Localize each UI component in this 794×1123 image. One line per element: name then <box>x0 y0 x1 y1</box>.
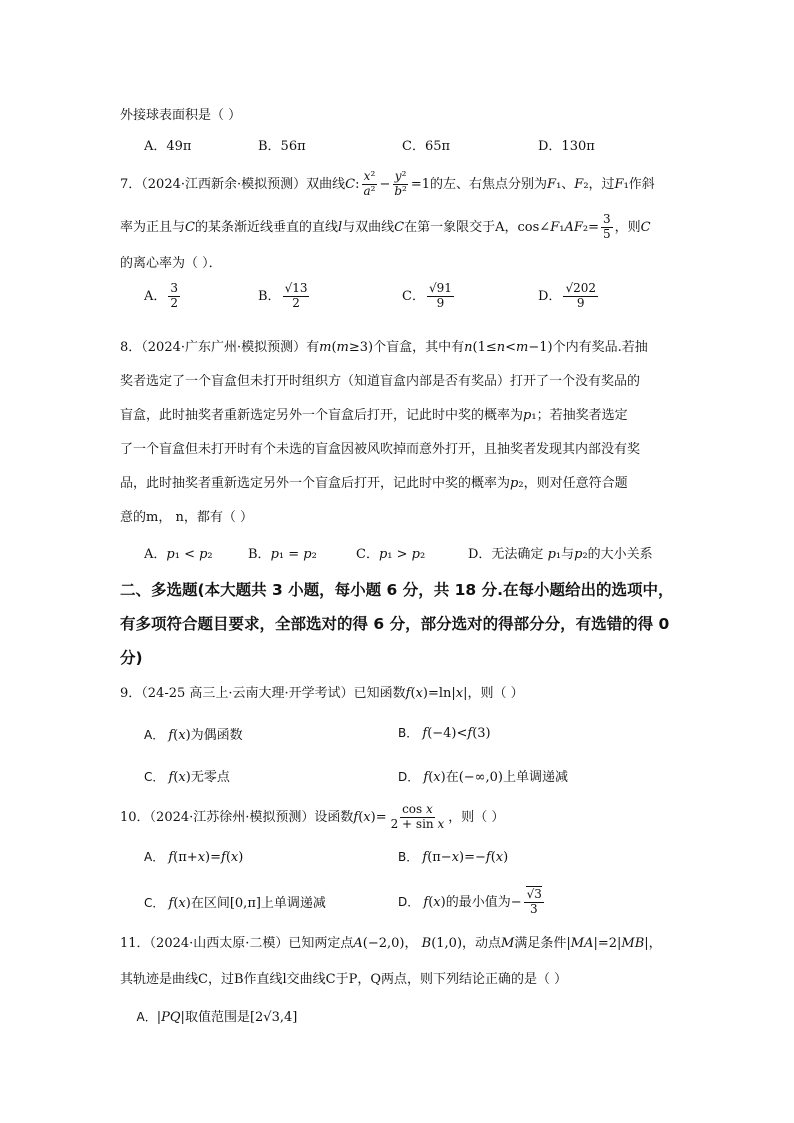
q8-stem-line3: 盲盒，此时抽奖者重新选定另外一个盲盒后打开，记此时中奖的概率为p₁；若抽奖者选定 <box>120 408 628 423</box>
q8-option-c: C．p₁ > p₂ <box>356 547 426 562</box>
q6-option-d: D．130π <box>538 139 595 154</box>
q7-option-b: B． $\frac{√13}{2}$ <box>258 281 308 310</box>
q7-option-d: D． $\frac{√202}{9}$ <box>538 281 596 310</box>
q9-stem: 9．（24-25 高三上·云南大理·开学考试）已知函数f(x)=ln|x|，则（ ） <box>120 686 524 701</box>
q6-option-b: B．56π <box>258 139 306 154</box>
q8-stem-line6: 意的m， n，都有（ ） <box>120 510 253 525</box>
q7-stem-line1: 7．（2024·江西新余·模拟预测）双曲线C: $\frac{\text{x²}}{\text{a²}}$ − $\frac{\text{y²}}{\text{b²}}$ =1的左、右焦点分别为F₁、F₂，过F₁作斜 <box>120 169 655 198</box>
q6-option-c: C．65π <box>402 139 451 154</box>
q8-stem-line4: 了一个盲盒但未打开时有个未选的盲盒因被风吹掉而意外打开，且抽奖者发现其内部没有奖 <box>120 442 641 457</box>
q10-option-b: B． f(π−x)=−f(x) <box>398 850 509 865</box>
q11-stem-line1: 11．（2024·山西太原·二模）已知两定点A(−2,0)， B(1,0)，动点M满足条件|MA|=2|MB|， <box>120 936 662 951</box>
q8-stem-line1: 8．（2024·广东广州·模拟预测）有m(m≥3)个盲盒，其中有n(1≤n<m−1)个内有奖品.若抽 <box>120 340 648 355</box>
q7-options <box>120 282 720 316</box>
q11-stem-line2: 其轨迹是曲线C，过B作直线l交曲线C于P，Q两点，则下列结论正确的是（ ） <box>120 972 568 987</box>
q10-option-c: C． f(x)在区间[0,π]上单调递减 <box>144 896 326 911</box>
q8-option-b: B．p₁ = p₂ <box>248 547 317 562</box>
q8-option-d: D．无法确定 p₁与p₂的大小关系 <box>468 547 653 562</box>
q10-option-a: A． f(π+x)=f(x) <box>144 850 244 865</box>
q9-options-row2 <box>120 766 720 788</box>
q7-stem-line2: 率为正且与C的某条渐近线垂直的直线l与双曲线C在第一象限交于A，cos∠F₁AF₂= $\frac{3}{5}$ ，则C <box>120 212 651 241</box>
q6-stem-tail: 外接球表面积是（ ） <box>120 108 242 123</box>
q10-option-d: D． f(x)的最小值为− $\frac{√3}{3}$ <box>398 887 542 916</box>
q9-option-d: D． f(x)在(−∞,0)上单调递减 <box>398 770 568 785</box>
q8-option-a: A．p₁ < p₂ <box>144 547 213 562</box>
q7-option-c: C． $\frac{√91}{9}$ <box>402 281 452 310</box>
q10-stem: 10．（2024·江苏徐州·模拟预测）设函数f(x)= $\frac{\text{cos x}}{\text{2 + sin x}}$ ，则（ ） <box>120 802 505 831</box>
section2-heading-line1: 二、多选题(本大题共 3 小题，每小题 6 分，共 18 分.在每小题给出的选项中， <box>120 581 674 599</box>
q8-stem-line5: 品，此时抽奖者重新选定另外一个盲盒后打开，记此时中奖的概率为p₂，则对任意符合题 <box>120 476 628 491</box>
q9-option-a: A． f(x)为偶函数 <box>144 728 243 743</box>
q9-options-row1 <box>120 724 720 746</box>
q9-option-c: C． f(x)无零点 <box>144 770 230 785</box>
section2-heading-line2: 有多项符合题目要求，全部选对的得 6 分，部分选对的得部分分，有选错的得 0 <box>120 615 670 633</box>
q9-option-b: B． f(−4)<f(3) <box>398 726 491 741</box>
q8-stem-line2: 奖者选定了一个盲盒但未打开时组织方（知道盲盒内部是否有奖品）打开了一个没有奖品的 <box>120 374 641 389</box>
q7-stem-line3: 的离心率为（ ）． <box>120 256 222 271</box>
q11-option-a: A．|PQ|取值范围是[2√3,4] <box>136 1010 298 1025</box>
q10-options-row1 <box>120 848 720 870</box>
q8-options <box>120 543 720 565</box>
q7-option-a: A． $\frac{3}{2}$ <box>144 281 179 310</box>
section2-heading-line3: 分) <box>120 649 143 667</box>
q6-option-a: A．49π <box>144 139 192 154</box>
q6-options <box>120 135 720 157</box>
q10-options-row2 <box>120 888 720 920</box>
